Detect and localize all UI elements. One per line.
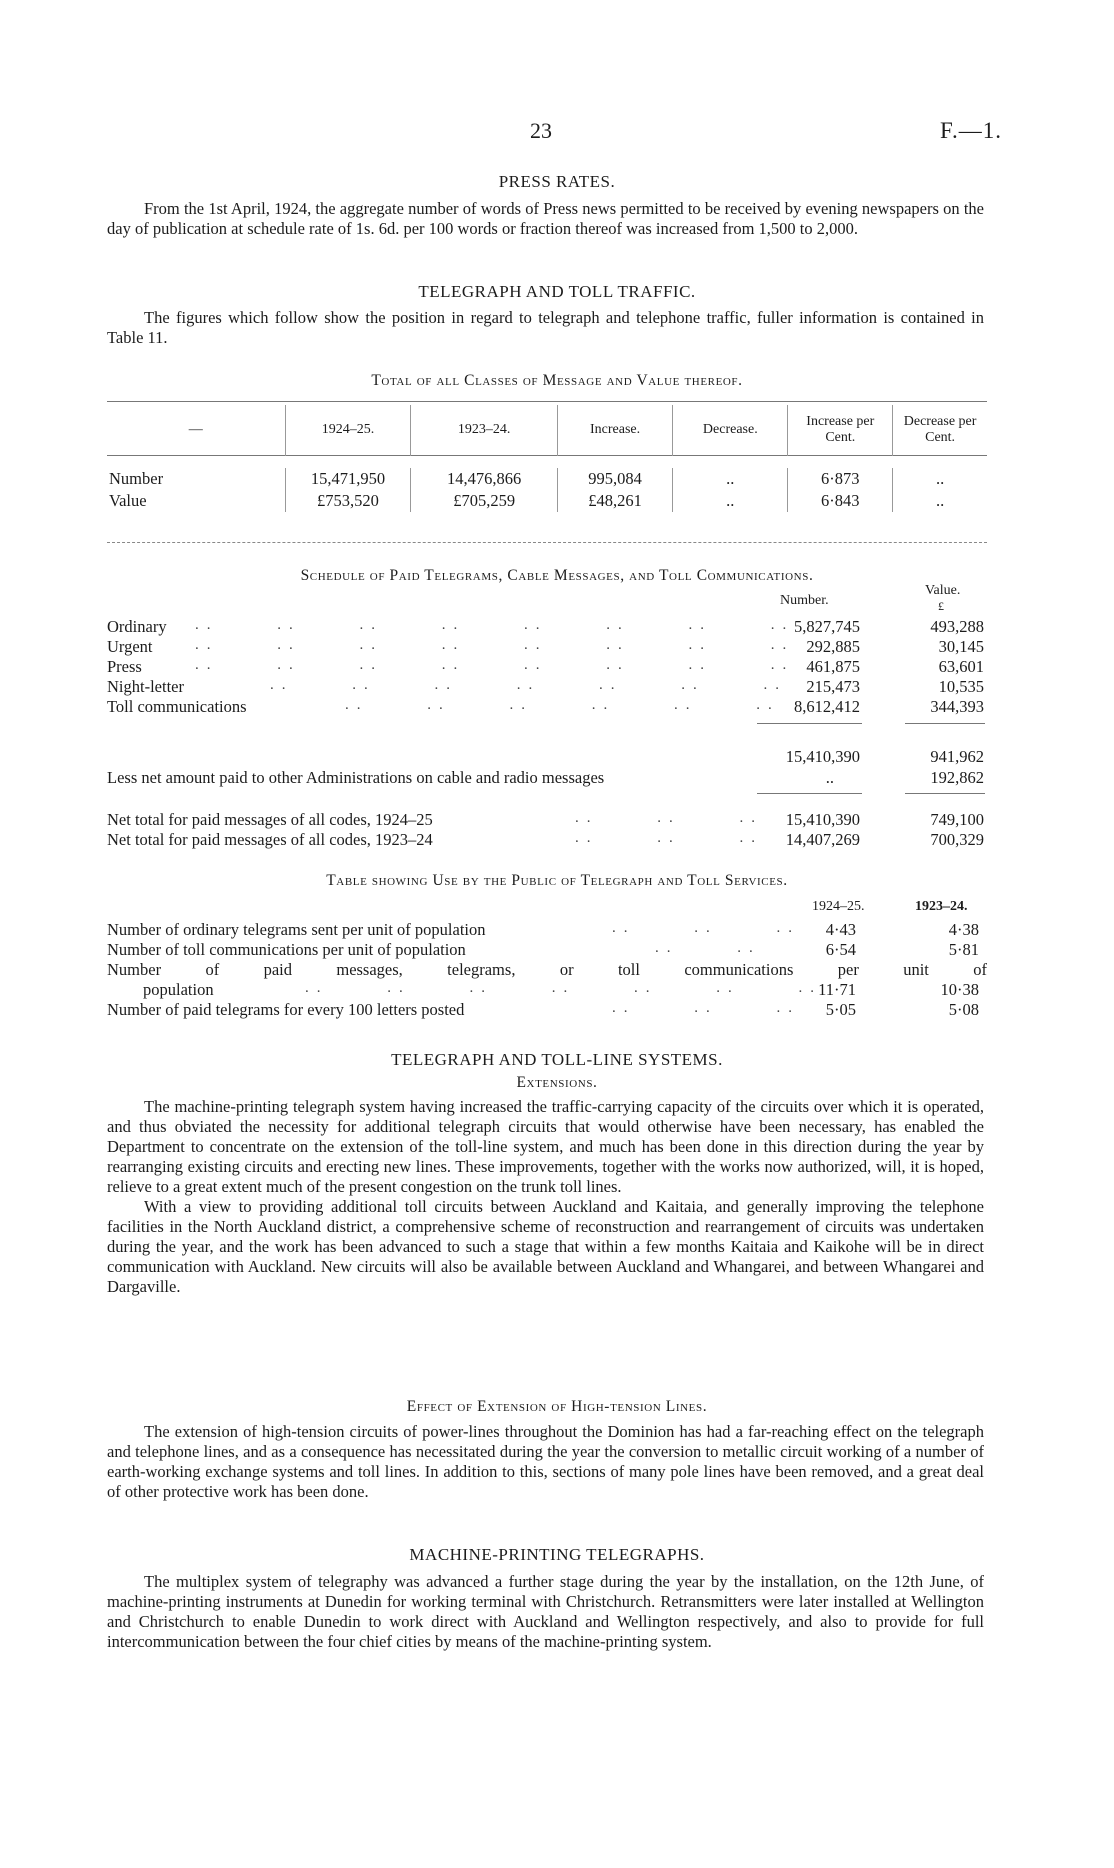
schedule-row-press [107,657,142,677]
schedule-col-number: Number. [780,593,829,608]
cell-1923: £705,259 [411,490,558,512]
schedule-less-number: .. [825,768,834,787]
use-value-1924: 5·05 [825,1000,856,1019]
schedule-less-value: 192,862 [930,768,984,787]
cell-1924: 15,471,950 [285,468,411,490]
high-tension-heading: Effect of Extension of High-tension Lines. [406,1398,708,1415]
systems-heading: TELEGRAPH AND TOLL-LINE SYSTEMS. [391,1050,723,1069]
machine-printing-text: The multiplex system of telegraphy was advanced a further stage during the year by the installation, on the 12th June, of machine-printing instruments at Dunedin for working terminal with Christchurch. Retransmitters were later installed at Wellington and Christchurch to enable Dunedin to work direct with Auckland and Wellington respectively, and also to provide for full intercommunication between the four chief cities by means of the machine-printing system. [107,1572,984,1651]
schedule-subtotal-value: 941,962 [930,747,984,766]
cell-decrease: .. [673,468,788,490]
cell-increase: £48,261 [557,490,672,512]
use-value-1924: 6·54 [825,940,856,959]
net-value: 700,329 [930,830,984,849]
row-label: Ordinary [107,617,167,636]
total-col-label: — [188,421,203,437]
use-col-1924: 1924–25. [812,899,865,914]
systems-subheading: Extensions. [516,1074,598,1091]
schedule-title: Schedule of Paid Telegrams, Cable Messages, and Toll Communications. [300,567,814,584]
cell-increase-pct: 6·873 [788,468,893,490]
cell-decrease: .. [673,490,788,512]
page-number: 23 [530,118,552,143]
cell-increase: 995,084 [557,468,672,490]
row-label: Toll communications [107,697,247,716]
net-rule [905,793,985,794]
cell-decrease-pct: .. [893,468,987,490]
systems-para-1: The machine-printing telegraph system having increased the traffic-carrying capacity of the circuits over which it is operated, and thus obviated the necessity for additional telegraph circuits that would otherwise have been necessary, has enabled the Department to concentrate on the extension of the toll-line system, and much has been done in this direction during the year by rearranging existing circuits and erecting new lines. These improvements, together with the works now authorized, will, it is hoped, relieve to a great extent much of the present congestion on the trunk toll lines. [107,1097,984,1196]
schedule-number: 215,473 [806,677,860,696]
use-row-continuation: population [143,980,214,999]
use-value-1924: 4·43 [825,920,856,939]
subtotal-rule [905,723,985,724]
schedule-number: 8,612,412 [794,697,860,716]
use-value-1923: 5·08 [948,1000,979,1019]
press-rates-text: From the 1st April, 1924, the aggregate number of words of Press news permitted to be received by evening newspapers on the day of publication at schedule rate of 1s. 6d. per 100 words or fraction thereof was increased from 1,500 to 2,000. [107,199,984,238]
machine-printing-heading: MACHINE-PRINTING TELEGRAPHS. [409,1545,705,1564]
press-rates-heading: PRESS RATES. [498,172,616,191]
schedule-col-value-unit: £ [938,599,944,613]
dot-leader: .. .. .. .. .. .. .. .. [195,617,795,633]
dot-leader: .. .. .. [612,920,800,936]
schedule-row-night-letter [107,677,184,697]
schedule-row-ordinary [107,617,167,637]
use-row: Number of paid telegrams for every 100 letters posted [107,1000,465,1019]
total-table-bottom-rule [107,542,987,543]
total-col-decrease-pct: Decrease per Cent. [893,405,987,455]
net-number: 15,410,390 [785,810,860,829]
use-col-1923: 1923–24. [915,899,968,914]
dot-leader: .. .. [655,940,761,956]
table-row [107,468,987,490]
total-table-title: Total of all Classes of Message and Value thereof. [371,372,743,389]
use-value-1924: 11·71 [818,980,856,999]
schedule-number: 5,827,745 [794,617,860,636]
dot-leader: .. .. .. [575,810,763,826]
row-label: Night-letter [107,677,184,696]
use-value-1923: 5·81 [948,940,979,959]
net-rule [757,793,862,794]
dot-leader: .. .. .. .. .. .. .. [270,677,787,693]
high-tension-text: The extension of high-tension circuits of power-lines throughout the Dominion has had a far-reaching effect on the telegraph and telephone lines, and as a consequence has necessitated during the year the conversion to metallic circuit working of a number of earth-working exchange systems and toll lines. In addition to this, sections of many pole lines have been removed, and a great deal of other protective work has been done. [107,1422,984,1501]
schedule-value: 63,601 [938,657,984,676]
press-rates-paragraph [107,199,984,239]
total-col-decrease: Decrease. [673,405,788,455]
use-value-1923: 10·38 [940,980,979,999]
schedule-value: 30,145 [938,637,984,656]
net-value: 749,100 [930,810,984,829]
row-label: Urgent [107,637,153,656]
schedule-value: 344,393 [930,697,984,716]
use-row: Number of ordinary telegrams sent per unit of population [107,920,486,939]
schedule-value: 493,288 [930,617,984,636]
cell-increase-pct: 6·843 [788,490,893,512]
use-row: Number of toll communications per unit of population [107,940,466,959]
table-row [107,490,987,512]
net-row-1924: Net total for paid messages of all codes, 1924–25 [107,810,433,829]
total-table-top-rule [107,401,987,402]
row-label: Press [107,657,142,676]
dot-leader: .. .. .. .. .. .. .. .. [195,637,795,653]
schedule-subtotal-number: 15,410,390 [785,747,860,766]
dot-leader: .. .. .. [575,830,763,846]
schedule-col-value: Value. [925,583,961,598]
dot-leader: .. .. .. .. .. .. [345,697,780,713]
total-col-1924: 1924–25. [285,405,411,455]
telegraph-toll-text: The figures which follow show the position in regard to telegraph and telephone traffic, fuller information is contained in Table 11. [107,308,984,347]
schedule-value: 10,535 [938,677,984,696]
total-col-increase-pct: Increase per Cent. [788,405,893,455]
high-tension-paragraph [107,1422,984,1502]
systems-paragraphs [107,1097,984,1297]
systems-para-2: With a view to providing additional toll circuits between Auckland and Kaitaia, and generally improving the telephone facilities in the North Auckland district, a comprehensive scheme of reconstruction and rearrangement of circuits was undertaken during the year, and the work has been advanced to such a stage that within a few months Kaitaia and Kaikohe will be in direct communication with Auckland. New circuits will also be available between Auckland and Whangarei, and between Whangarei and Dargaville. [107,1197,984,1296]
total-table [107,405,987,512]
use-table-title: Table showing Use by the Public of Telegraph and Toll Services. [326,872,788,889]
use-row: Number of paid messages, telegrams, or toll communications per unit of [107,960,987,979]
cell-1924: £753,520 [285,490,411,512]
dot-leader: .. .. .. [612,1000,800,1016]
telegraph-toll-heading: TELEGRAPH AND TOLL TRAFFIC. [418,282,696,301]
row-label: Number [109,468,164,488]
net-row-1923: Net total for paid messages of all codes, 1923–24 [107,830,433,849]
subtotal-rule [757,723,862,724]
schedule-row-toll [107,697,247,717]
row-label: Value [109,490,147,510]
schedule-less-label: Less net amount paid to other Administrations on cable and radio messages [107,768,605,787]
dot-leader: .. .. .. .. .. .. .. .. [195,657,795,673]
schedule-row-urgent [107,637,153,657]
schedule-number: 292,885 [806,637,860,656]
schedule-number: 461,875 [806,657,860,676]
machine-printing-paragraph [107,1572,984,1652]
report-reference: F.—1. [940,118,1002,143]
dot-leader: .. .. .. .. .. .. .. [305,980,822,996]
total-col-1923: 1923–24. [411,405,558,455]
total-col-increase: Increase. [557,405,672,455]
net-number: 14,407,269 [785,830,860,849]
use-value-1923: 4·38 [948,920,979,939]
cell-decrease-pct: .. [893,490,987,512]
telegraph-toll-paragraph [107,308,984,348]
cell-1923: 14,476,866 [411,468,558,490]
